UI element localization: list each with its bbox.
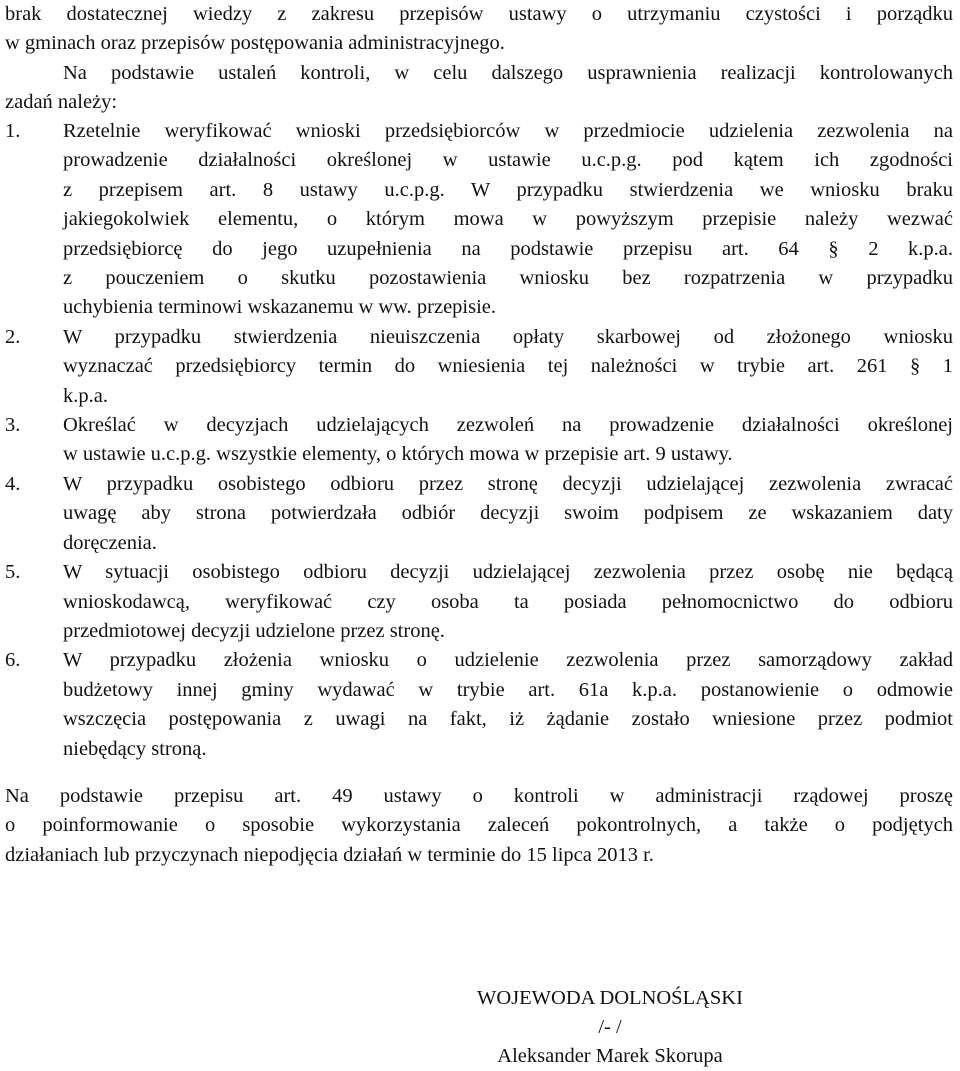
list-item-line: W sytuacji osobistego odbioru decyzji udzielającej zezwolenia przez osobę nie będącą xyxy=(63,561,953,584)
list-item-line: w ustawie u.c.p.g. wszystkie elementy, o których mowa w przepisie art. 9 ustawy. xyxy=(63,443,733,466)
closing-paragraph xyxy=(5,782,953,870)
intro-paragraph xyxy=(5,0,953,118)
list-item-2 xyxy=(5,323,953,411)
list-item-line: wyznaczać przedsiębiorcy termin do wniesienia tej należności w trybie art. 261 § 1 xyxy=(63,355,953,378)
list-item-line: przedsiębiorcę do jego uzupełnienia na podstawie przepisu art. 64 § 2 k.p.a. xyxy=(63,237,953,260)
recommendations-list xyxy=(5,117,953,764)
list-item-6 xyxy=(5,646,953,764)
list-item-number: 3. xyxy=(5,414,21,437)
list-item-number: 1. xyxy=(5,120,21,142)
list-item-line: budżetowy innej gminy wydawać w trybie art. 61a k.p.a. postanowienie o odmowie xyxy=(63,678,953,701)
list-item-line: z pouczeniem o skutku pozostawienia wniosku bez rozpatrzenia w przypadku xyxy=(63,267,953,290)
list-item-line: Określać w decyzjach udzielających zezwoleń na prowadzenie działalności określonej xyxy=(63,414,953,437)
list-item-number: 5. xyxy=(5,561,21,584)
list-item-number: 6. xyxy=(5,649,21,672)
list-item-line: W przypadku stwierdzenia nieuiszczenia opłaty skarbowej od złożonego wniosku xyxy=(63,325,953,348)
list-item-line: W przypadku złożenia wniosku o udzielenie zezwolenia przez samorządowy zakład xyxy=(63,649,953,672)
list-item-line: prowadzenie działalności określonej w ustawie u.c.p.g. pod kątem ich zgodności xyxy=(63,149,953,172)
signatory-title: WOJEWODA DOLNOŚLĄSKI xyxy=(477,987,743,1009)
list-item-line: k.p.a. xyxy=(63,384,108,407)
intro-line-4: zadań należy: xyxy=(5,91,118,114)
signature-mark: /- / xyxy=(598,1016,622,1038)
list-item-line: wnioskodawcą, weryfikować czy osoba ta posiada pełnomocnictwo do odbioru xyxy=(63,590,953,613)
signatory-name: Aleksander Marek Skorupa xyxy=(497,1045,723,1067)
intro-line-1: brak dostatecznej wiedzy z zakresu przepisów ustawy o utrzymaniu czystości i porządku xyxy=(5,3,953,25)
list-item-line: uchybienia terminowi wskazanemu w ww. przepisie. xyxy=(63,296,497,319)
closing-line-1: Na podstawie przepisu art. 49 ustawy o kontroli w administracji rządowej proszę xyxy=(5,785,953,807)
closing-line-2: o poinformowanie o sposobie wykorzystania zaleceń pokontrolnych, a także o podjętych xyxy=(5,814,953,837)
list-item-4 xyxy=(5,470,953,558)
list-item-line: niebędący stroną. xyxy=(63,737,207,760)
list-item-line: doręczenia. xyxy=(63,531,157,554)
list-item-line: jakiegokolwiek elementu, o którym mowa w powyższym przepisie należy wezwać xyxy=(63,208,953,231)
list-item-line: wszczęcia postępowania z uwagi na fakt, iż żądanie zostało wniesione przez podmiot xyxy=(63,708,953,731)
list-item-number: 4. xyxy=(5,472,21,495)
list-item-line: z przepisem art. 8 ustawy u.c.p.g. W przypadku stwierdzenia we wniosku braku xyxy=(63,178,953,201)
intro-line-2: w gminach oraz przepisów postępowania administracyjnego. xyxy=(5,32,505,55)
intro-line-3: Na podstawie ustaleń kontroli, w celu dalszego usprawnienia realizacji kontrolowanych xyxy=(63,61,953,84)
closing-line-3: działaniach lub przyczynach niepodjęcia działań w terminie do 15 lipca 2013 r. xyxy=(5,843,654,866)
list-item-line: uwagę aby strona potwierdzała odbiór decyzji swoim podpisem ze wskazaniem daty xyxy=(63,502,953,525)
list-item-line: przedmiotowej decyzji udzielone przez stronę. xyxy=(63,619,445,642)
list-item-line: Rzetelnie weryfikować wnioski przedsiębiorców w przedmiocie udzielenia zezwolenia na xyxy=(63,120,953,142)
list-item-3 xyxy=(5,411,953,470)
list-item-number: 2. xyxy=(5,325,21,348)
list-item-line: W przypadku osobistego odbioru przez stronę decyzji udzielającej zezwolenia zwracać xyxy=(63,472,953,495)
list-item-5 xyxy=(5,558,953,646)
list-item-1 xyxy=(5,117,953,323)
signature-block xyxy=(380,984,840,1071)
